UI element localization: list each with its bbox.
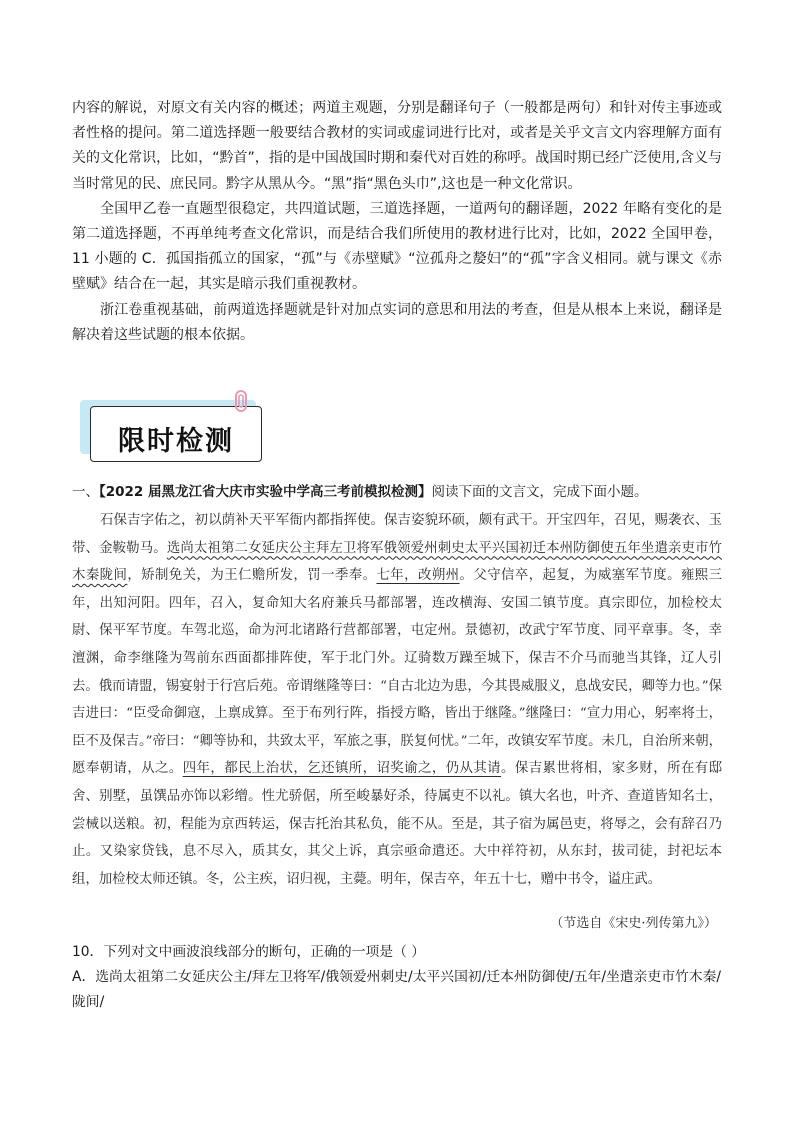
question-number: 一、 (72, 484, 99, 500)
intro-section (72, 96, 722, 348)
intro-paragraph-3: 浙江卷重视基础，前两道选择题就是针对加点实词的意思和用法的考查，但是从根本上来说，翻译是解决着这些试题的根本依据。 (72, 301, 722, 343)
passage-text-3: 。父守信卒，起复，为威塞军节度。雍熙三年，出知河阳。四年，召入，复命知大名府兼兵马都部署，连改横海、安国二镇节度。真宗即位，加检校太尉、保平军节度。车驾北巡，命为河北诸路行营都部署，屯定州。景德初，改武宁军节度、同平章事。冬，幸澶渊，命李继隆为驾前东西面都排阵使，军于北门外。辽骑数万躁至城下，保吉不介马而驰当其锋，辽人引去。俄而请盟，锡宴射于行宫后苑。帝谓继隆等曰：“自古北边为患，今其畏威服义，息战安民，卿等力也。”保吉进曰：“臣受命御寇，上禀成算。至于布列行阵，指授方略，皆出于继隆。”继隆曰：“宣力用心，躬率将士，臣不及保吉。”帝曰：“卿等协和，共致太平，军旅之事，朕复何忧。”二年，改镇安军节度。未几，自治所来朝，愿奉朝请，从之。 (72, 568, 723, 777)
question-source-tag: 【2022 届黑龙江省大庆市实验中学高三考前模拟检测】 (99, 484, 432, 500)
intro-paragraph-2: 全国甲乙卷一直题型很稳定，共四道试题，三道选择题，一道两句的翻译题，2022 年略有变化的是第二道选择题，不再单纯考查文化常识，而是结合我们所使用的教材进行比对，比如，2022 全国甲卷，11 小题的 C．孤国指孤立的国家，“孤”与《赤壁赋》“泣孤舟之嫠妇”的“孤”字含义相同。就与课文《赤壁赋》结合在一起，其实是暗示我们重视教材。 (72, 200, 722, 293)
question-10-stem: 10．下列对文中画波浪线部分的断句，正确的一项是（ ） (72, 944, 426, 960)
passage-source: （节选自《宋史·列传第九》） (550, 916, 717, 931)
passage-underlined-segment-1: 七年，改朔州 (376, 568, 460, 584)
paperclip-icon (232, 390, 250, 412)
passage-text-2: ，矫制免关，为王仁赡所发，罚一季奉。 (127, 568, 377, 584)
question-heading (72, 481, 732, 503)
passage-wavy-segment: 选尚太祖第二女延庆公主拜左卫将军俄领爱州刺史太平兴国初迁本州防御使五年坐遣亲吏市竹木秦陇间 (72, 540, 723, 584)
question-10-option-a: A．选尚太祖第二女延庆公主/拜左卫将军/俄领爱州刺史/太平兴国初/迁本州防御使/五年/坐遣亲吏市竹木秦/陇间/ (72, 969, 722, 1010)
question-10 (72, 940, 732, 1015)
passage-text-1: 石保吉字佑之，初以荫补天平军衙内都指挥使。保吉姿貌环硕，颇有武干。开宝四年，召见，赐袭衣、玉带、金鞍勒马。 (72, 513, 722, 556)
banner-title: 限时检测 (118, 426, 234, 457)
banner-card (90, 406, 262, 462)
classical-passage (72, 507, 722, 893)
intro-paragraph-1: 内容的解说，对原文有关内容的概述；两道主观题，分别是翻译句子（一般都是两句）和针对传主事迹或者性格的提问。第二道选择题一般要结合教材的实词或虚词进行比对，或者是关乎文言文内容理解方面有关的文化常识，比如，“黔首”，指的是中国战国时期和秦代对百姓的称呼。战国时期已经广泛使用,含义与当时常见的民、庶民同。黔字从黑从今。“黑”指“黑色头巾”,这也是一种文化常识。 (72, 100, 722, 192)
passage-text-4: 。保吉累世将相，家多财，所在有邸舍、别墅，虽馔品亦饰以彩缯。性尤骄倨，所至峻暴好杀，待属吏不以礼。镇大名也，叶齐、查道皆知名士，尝械以送粮。初，程能为京西转运，保吉托治其私负，能不从。至是，其子宿为属邑吏，将辱之，会有辞召乃止。又染家贷钱，息不尽入，质其女，其父上诉，真宗亟命遣还。大中祥符初，从东封，拔司徒，封祀坛本组，加检校太师还镇。冬，公主疾，诏归视，主薨。明年，保吉卒，年五十七，赠中书令，谥庄武。 (72, 761, 723, 887)
passage-underlined-segment-2: 四年，都民上治状，乞还镇所，诏奖谕之，仍从其请 (182, 761, 502, 777)
passage-paragraph (72, 507, 722, 893)
section-banner (76, 392, 264, 464)
question-instruction: 阅读下面的文言文，完成下面小题。 (431, 484, 648, 500)
